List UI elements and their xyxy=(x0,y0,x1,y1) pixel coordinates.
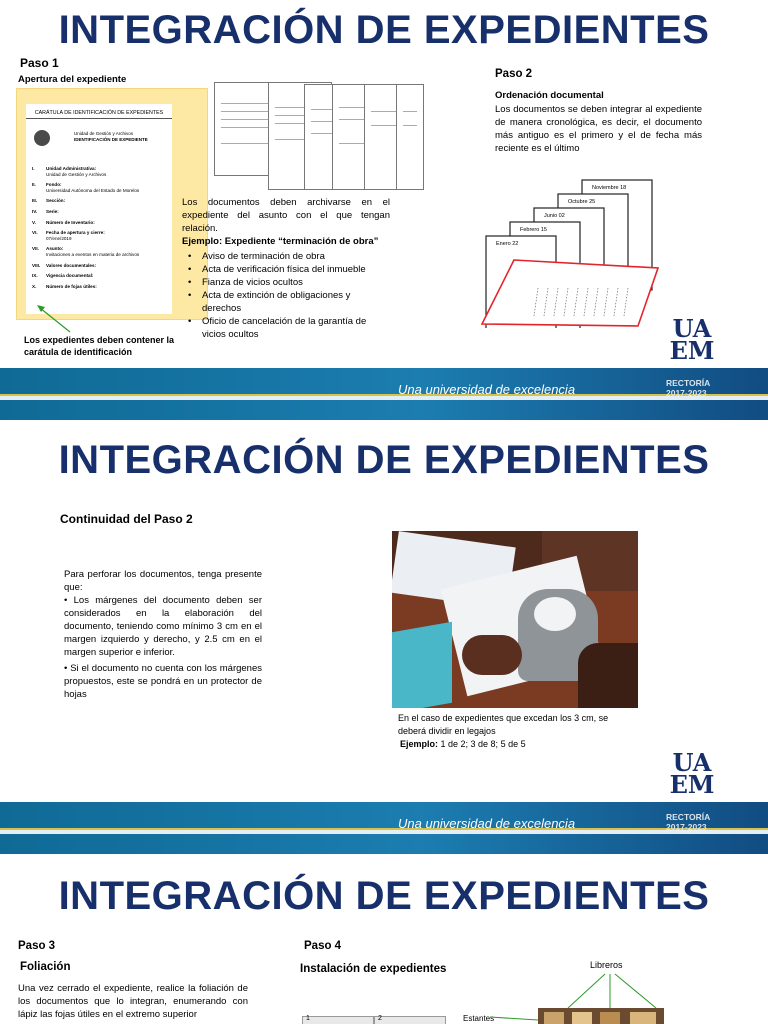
example-title: Ejemplo: Expediente “terminación de obra” xyxy=(182,236,379,247)
slide-title: INTEGRACIÓN DE EXPEDIENTES xyxy=(58,438,710,482)
slide-3 xyxy=(0,860,768,1024)
continuidad-heading: Continuidad del Paso 2 xyxy=(60,512,193,526)
example-value: 1 de 2; 3 de 8; 5 de 5 xyxy=(438,739,526,749)
example-item: • Acta de extinción de obligaciones y derechos xyxy=(202,289,392,315)
instalacion-label: Instalación de expedientes xyxy=(300,963,447,975)
legajos-caption: En el caso de expedientes que excedan los 3 cm, se deberá dividir en legajos xyxy=(398,713,609,736)
banner-rectoria: RECTORÍA 2017-2023 xyxy=(666,378,711,398)
banner-slogan: Una universidad de excelencia xyxy=(398,382,576,397)
caratula-row: III. Sección: xyxy=(32,198,66,204)
folders-illustration xyxy=(478,176,662,328)
protector-bullet: • Si el documento no cuenta con los márgenes propuestos, este se pondrá en un protector de hojas xyxy=(64,663,262,700)
document-thumb xyxy=(396,84,424,190)
apertura-label: Apertura del expediente xyxy=(18,74,127,85)
slide-2 xyxy=(0,430,768,854)
hole-punch-photo xyxy=(392,531,638,708)
slide-title: INTEGRACIÓN DE EXPEDIENTES xyxy=(58,8,710,52)
banner-rectoria: RECTORÍA 2017-2023 xyxy=(666,812,711,832)
caratula-subtitle: IDENTIFICACIÓN DE EXPEDIENTE xyxy=(74,137,148,142)
footer-banner xyxy=(0,802,768,854)
caratula-row: II. Fondo: Universidad Autónoma del Estado de Morelos xyxy=(32,182,140,193)
caratula-row: IX. Vigencia documental: xyxy=(32,273,94,279)
caratula-title: CARÁTULA DE IDENTIFICACIÓN DE EXPEDIENTES xyxy=(26,110,172,119)
footer-banner xyxy=(0,368,768,420)
folder-label: Junio 02 xyxy=(544,213,565,219)
margins-bullet: • Los márgenes del documento deben ser considerados en la elaboración del documento, teniendo como mínimo 3 cm en el margen izquierdo y derecho, y 2.5 cm en el margen superior e inferior. xyxy=(64,595,262,658)
binder-thumb-2: 2 xyxy=(374,1016,446,1024)
caratula-card xyxy=(26,104,172,314)
folder-label: Noviembre 18 xyxy=(592,185,627,191)
caratula-row: V. Número de Inventario: xyxy=(32,219,95,225)
caratula-unit: Unidad de Gestión y Archivos xyxy=(74,131,134,136)
foliacion-label: Foliación xyxy=(20,961,71,973)
estantes-label: Estantes xyxy=(463,1014,495,1023)
legajos-example xyxy=(400,738,526,751)
slide-separator xyxy=(0,424,768,430)
shelving-photo xyxy=(538,1008,664,1024)
highlighted-document xyxy=(482,260,658,326)
caratula-rows xyxy=(32,166,168,294)
uaem-logo: UA EM xyxy=(669,748,715,799)
folder-label: Febrero 15 xyxy=(520,227,547,233)
slide-title: INTEGRACIÓN DE EXPEDIENTES xyxy=(58,874,710,918)
foliacion-text: Una vez cerrado el expediente, realice la foliación de los documentos que lo integran, enumerando con lápiz las fojas útiles en el extremo superior xyxy=(18,983,248,1020)
paso3-label: Paso 3 xyxy=(18,940,56,952)
folder-label: Octubre 25 xyxy=(568,199,596,205)
example-item: • Oficio de cancelación de la garantía de vicios ocultos xyxy=(202,315,392,341)
binder-thumb-1: 1 xyxy=(302,1016,374,1024)
caratula-row: VI. Fecha de apertura y cierre: 07/ene/2019 xyxy=(32,230,105,241)
caratula-caption: Los expedientes deben contener la carátula de identificación xyxy=(24,335,175,357)
uaem-logo: UA EM xyxy=(669,314,715,365)
paso4-label: Paso 4 xyxy=(304,940,342,952)
uaem-seal-icon xyxy=(34,130,50,146)
folder-label: Enero 22 xyxy=(496,241,519,247)
ordenacion-label: Ordenación documental xyxy=(495,90,604,101)
caratula-row: IV. Serie: xyxy=(32,208,59,214)
example-item: • Fianza de vicios ocultos xyxy=(202,276,392,289)
caratula-row: X. Número de fojas útiles: xyxy=(32,283,97,289)
paso1-label: Paso 1 xyxy=(20,56,59,70)
example-label: Ejemplo: xyxy=(400,739,439,749)
archive-text: Los documentos deben archivarse en el expediente del asunto con el que tengan relación. xyxy=(182,197,390,234)
caratula-row: VII. Asunto: Invitaciones a eventos en materia de archivos xyxy=(32,246,140,257)
banner-slogan: Una universidad de excelencia xyxy=(398,816,576,831)
slide-1 xyxy=(0,0,768,424)
example-item: • Aviso de terminación de obra xyxy=(202,250,392,263)
caratula-row: I. Unidad Administrativa: Unidad de Gestión y Archivos xyxy=(32,166,107,177)
perforar-intro: Para perforar los documentos, tenga presente que: xyxy=(64,569,262,593)
paso2-label: Paso 2 xyxy=(495,68,533,80)
slide-separator xyxy=(0,854,768,860)
example-item: • Acta de verificación física del inmueble xyxy=(202,263,392,276)
example-list xyxy=(184,250,392,341)
caratula-row: VIII. Valores documentales: xyxy=(32,262,97,268)
ordenacion-text: Los documentos se deben integrar al expediente de manera cronológica, es decir, el documento más antiguo es el primero y el de fecha más reciente es el último xyxy=(495,104,702,154)
libreros-label: Libreros xyxy=(590,960,623,970)
